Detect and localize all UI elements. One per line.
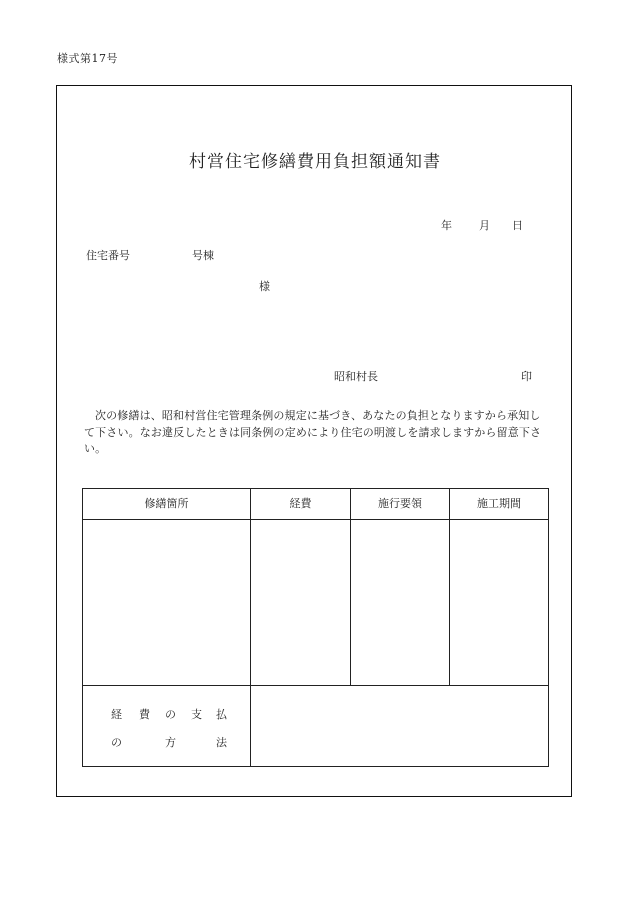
header-cost: 経費 (289, 497, 312, 510)
house-number-label: 住宅番号 (86, 249, 130, 262)
payment-label-char: 経 (111, 708, 122, 721)
recipient-honorific: 様 (259, 280, 270, 293)
seal-mark: 印 (521, 370, 532, 383)
header-period: 施工期間 (477, 497, 521, 510)
issuer-name: 昭和村長 (334, 370, 378, 383)
table-divider (250, 685, 251, 767)
form-number: 様式第17号 (57, 52, 118, 65)
payment-label-char: 費 (139, 708, 150, 721)
header-procedure: 施行要領 (378, 497, 422, 510)
payment-label-char: 払 (216, 708, 227, 721)
header-repair-location: 修繕箇所 (144, 497, 189, 510)
date-day-label: 日 (512, 219, 523, 232)
payment-label-char: 法 (216, 736, 227, 749)
date-year-label: 年 (441, 219, 452, 232)
table-section-rule (83, 685, 548, 686)
payment-label-char: 方 (165, 736, 176, 749)
date-month-label: 月 (479, 219, 490, 232)
payment-label-char: の (111, 736, 122, 749)
payment-label-char: 支 (191, 708, 202, 721)
document-title: 村営住宅修繕費用負担額通知書 (189, 152, 441, 172)
building-label: 号棟 (192, 249, 214, 262)
notice-body: 次の修繕は、昭和村営住宅管理条例の規定に基づき、あなたの負担となりますから承知して下さい。なお違反したときは同条例の定めにより住宅の明渡しを請求しますから留意下さい。 (84, 409, 542, 455)
repair-table (82, 488, 549, 767)
table-header-rule (83, 519, 548, 520)
payment-label-char: の (165, 708, 176, 721)
